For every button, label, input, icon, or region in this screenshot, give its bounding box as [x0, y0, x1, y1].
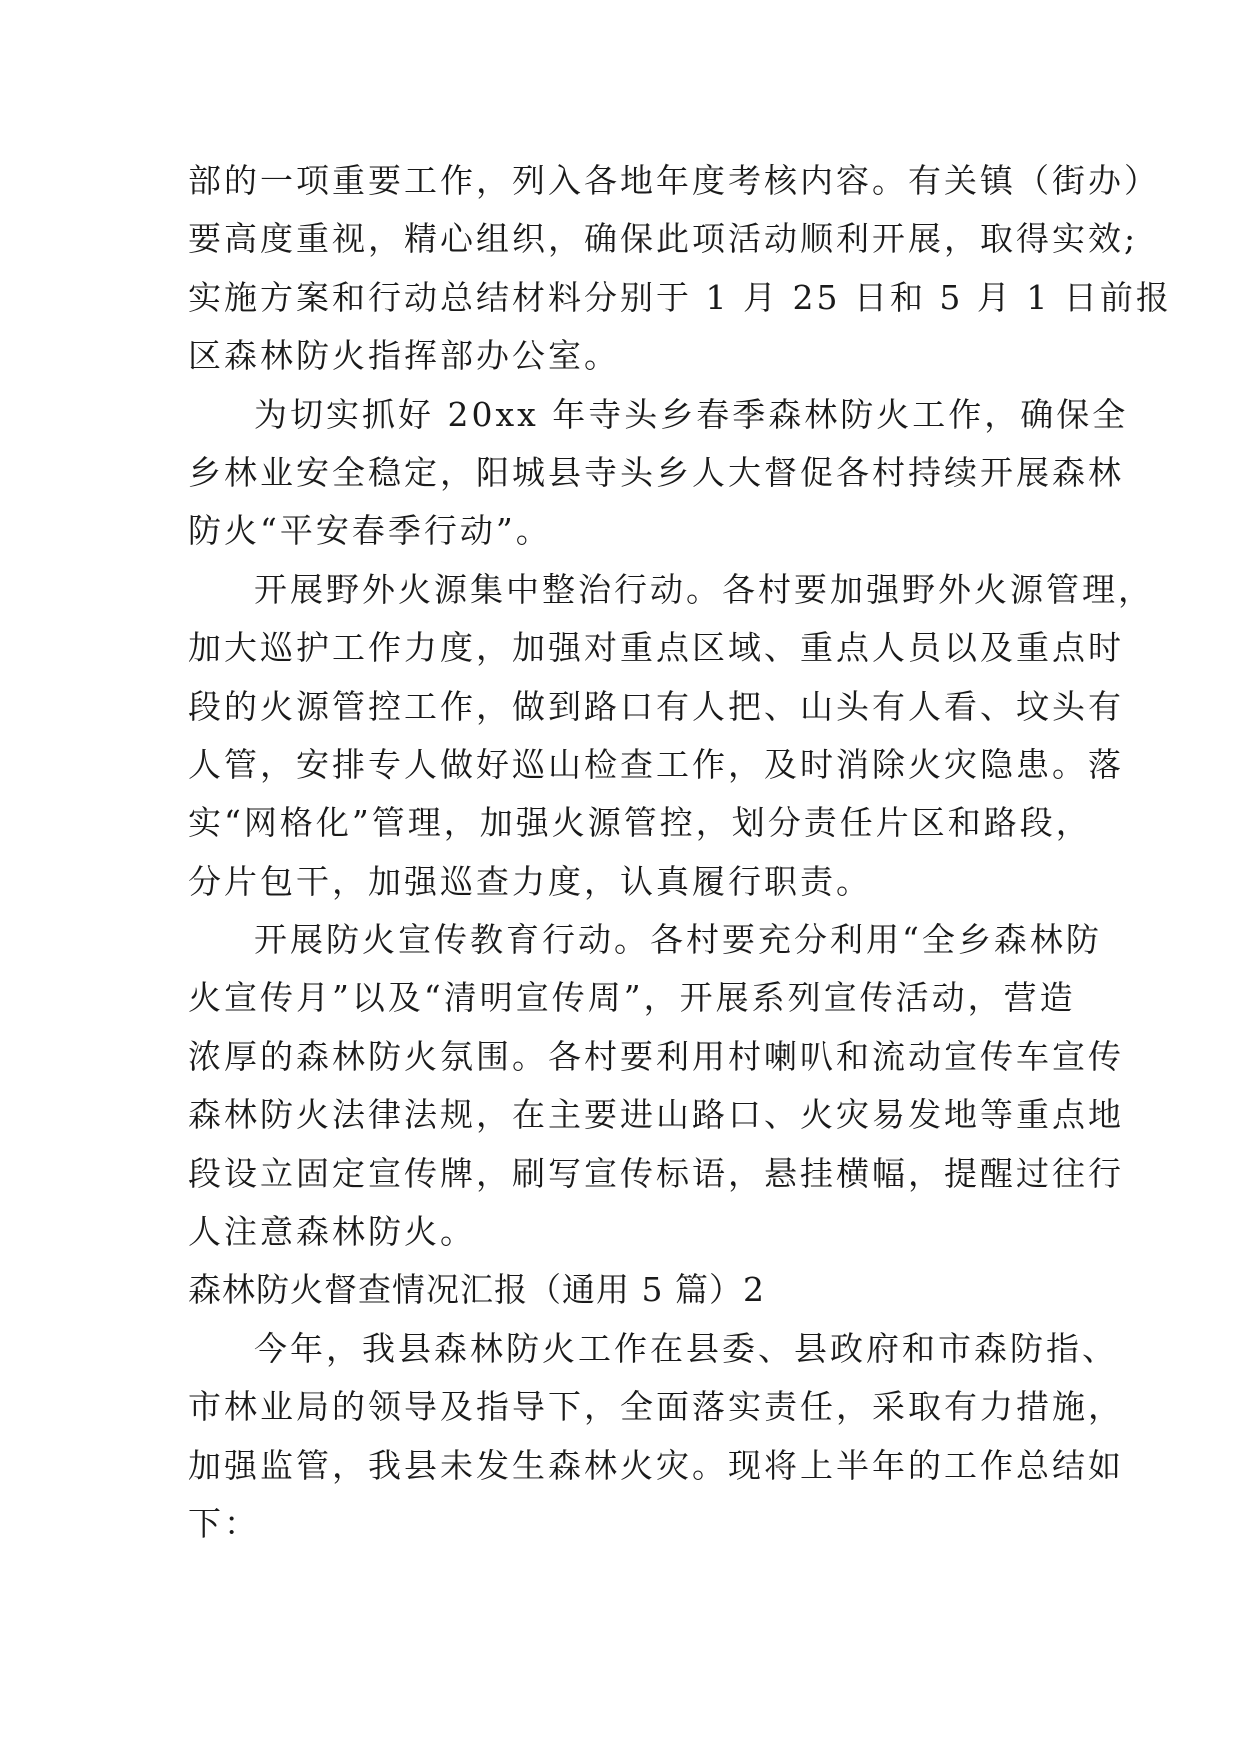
paragraph: [188, 561, 1154, 911]
document-body: [188, 152, 1172, 1553]
paragraph-line: 火宣传月”以及“清明宣传周”，开展系列宣传活动，营造: [188, 978, 1076, 1018]
paragraph-line: 开展防火宣传教育行动。各村要充分利用“全乡森林防: [254, 920, 1102, 960]
paragraph-line: 部的一项重要工作，列入各地年度考核内容。有关镇（街办）: [188, 161, 1160, 200]
paragraph-line: 浓厚的森林防火氛围。各村要利用村喇叭和流动宣传车宣传: [188, 1036, 1124, 1076]
paragraph: [188, 152, 1172, 386]
paragraph-line: 森林防火法律法规，在主要进山路口、火灾易发地等重点地: [188, 1095, 1124, 1135]
paragraph-line: 加强监管，我县未发生森林火灾。现将上半年的工作总结如: [188, 1445, 1124, 1485]
paragraph-line: 要高度重视，精心组织，确保此项活动顺利开展，取得实效;: [188, 219, 1139, 259]
paragraph-line: 今年，我县森林防火工作在县委、县政府和市森防指、: [254, 1328, 1118, 1368]
paragraph-line: 开展野外火源集中整治行动。各村要加强野外火源管理，: [254, 569, 1154, 609]
paragraph-line: 乡林业安全稳定，阳城县寺头乡人大督促各村持续开展森林: [188, 452, 1124, 492]
section-heading: [188, 1261, 1068, 1319]
paragraph-line: 为切实抓好 20xx 年寺头乡春季森林防火工作，确保全: [254, 394, 1129, 434]
paragraph-line: 防火“平安春季行动”。: [188, 511, 552, 551]
paragraph: [188, 1320, 1124, 1554]
heading-text: 森林防火督查情况汇报（通用 5 篇）2: [188, 1270, 765, 1310]
paragraph-line: 实施方案和行动总结材料分别于 1 月 25 日和 5 月 1 日前报: [188, 277, 1172, 317]
paragraph-line: 分片包干，加强巡查力度，认真履行职责。: [188, 861, 872, 901]
paragraph-line: 实“网格化”管理，加强火源管控，划分责任片区和路段，: [188, 803, 1092, 843]
paragraph-line: 下：: [188, 1503, 260, 1543]
paragraph-line: 段设立固定宣传牌，刷写宣传标语，悬挂横幅，提醒过往行: [188, 1153, 1124, 1193]
paragraph-line: 区森林防火指挥部办公室。: [188, 336, 620, 376]
paragraph-line: 加大巡护工作力度，加强对重点区域、重点人员以及重点时: [188, 628, 1124, 668]
paragraph-line: 人管，安排专人做好巡山检查工作，及时消除火灾隐患。落: [188, 744, 1124, 784]
paragraph-line: 人注意森林防火。: [188, 1212, 476, 1252]
paragraph-line: 市林业局的领导及指导下，全面落实责任，采取有力措施，: [188, 1387, 1124, 1427]
paragraph-line: 段的火源管控工作，做到路口有人把、山头有人看、坟头有: [188, 686, 1124, 726]
paragraph: [188, 911, 1124, 1261]
paragraph: [188, 386, 1129, 561]
